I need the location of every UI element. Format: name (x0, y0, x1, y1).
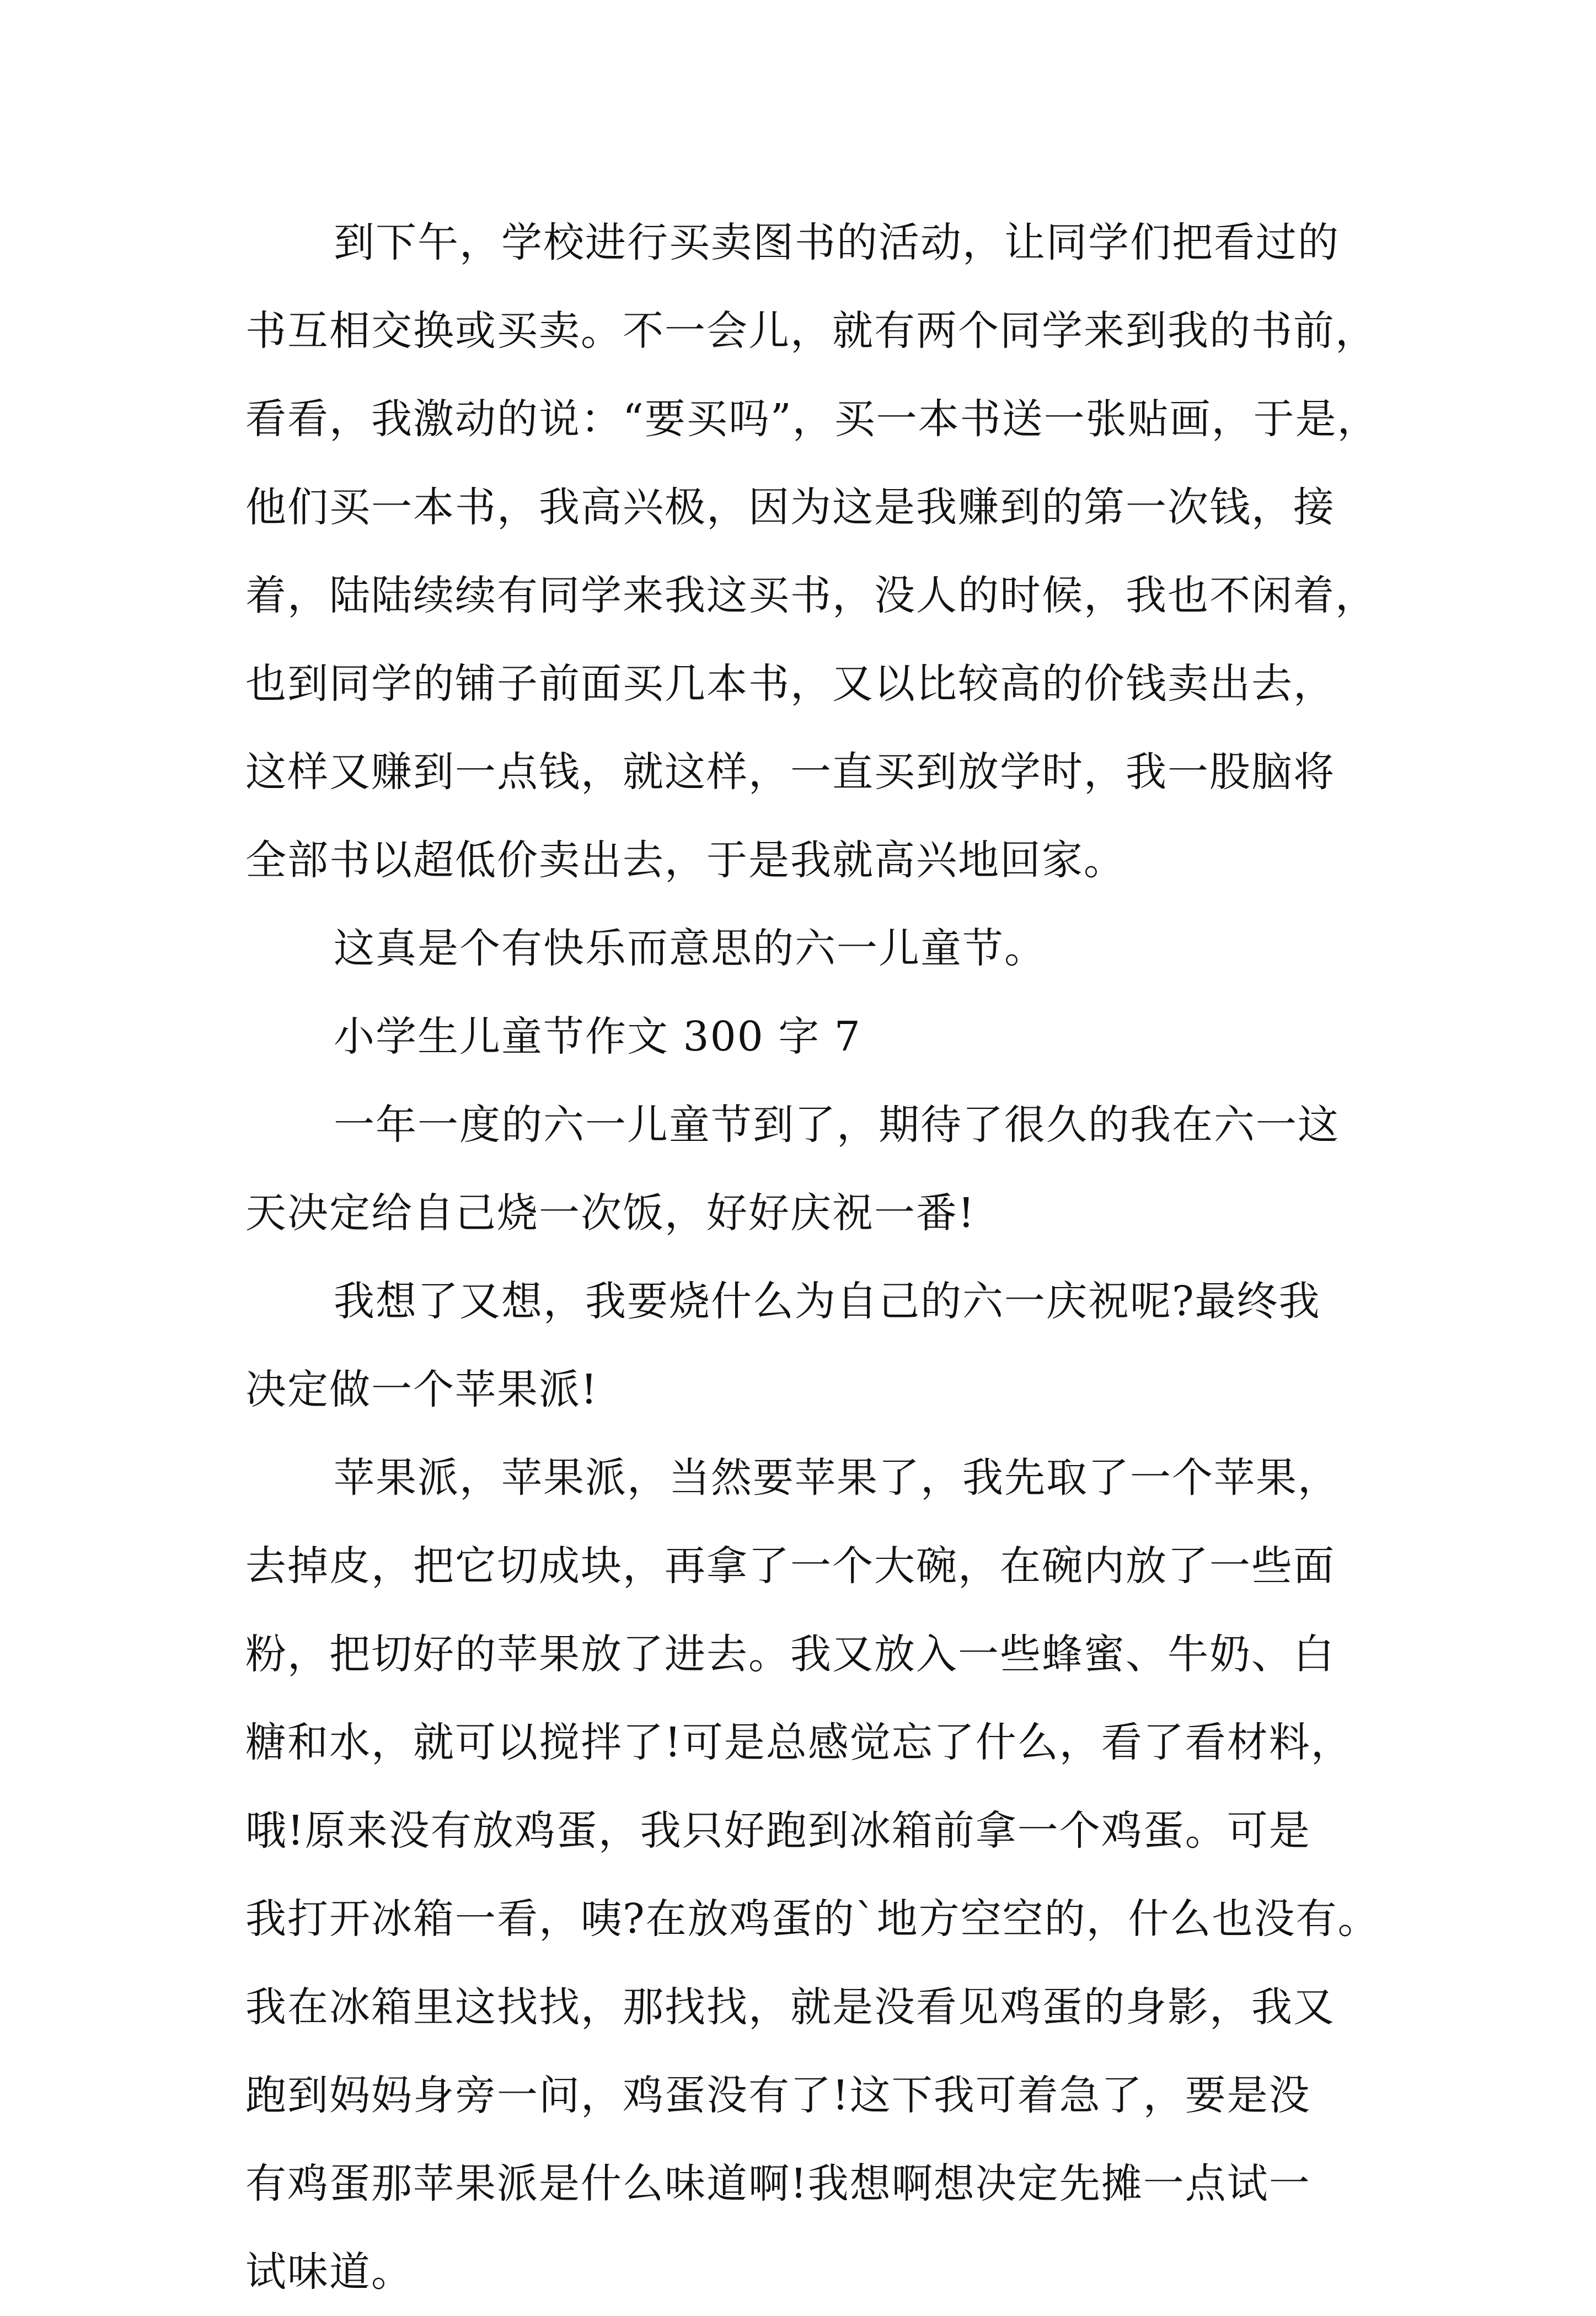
text-line: 我在冰箱里这找找，那找找，就是没看见鸡蛋的身影，我又 (245, 1983, 1335, 2031)
text-line: 他们买一本书，我高兴极，因为这是我赚到的第一次钱，接 (245, 484, 1335, 531)
document-body (245, 199, 1404, 2316)
text-line: 有鸡蛋那苹果派是什么味道啊!我想啊想决定先摊一点试一 (245, 2160, 1311, 2207)
text-line: 哦!原来没有放鸡蛋，我只好跑到冰箱前拿一个鸡蛋。可是 (245, 1807, 1311, 1854)
text-line: 这真是个有快乐而意思的六一儿童节。 (334, 925, 1046, 972)
text-line: 跑到妈妈身旁一问，鸡蛋没有了!这下我可着急了，要是没 (245, 2072, 1311, 2119)
text-line: 决定做一个苹果派! (245, 1366, 598, 1413)
text-line: 粉，把切好的苹果放了进去。我又放入一些蜂蜜、牛奶、白 (245, 1631, 1335, 1678)
text-line: 糖和水，就可以搅拌了!可是总感觉忘了什么，看了看材料， (245, 1719, 1353, 1766)
text-line: 这样又赚到一点钱，就这样，一直买到放学时，我一股脑将 (245, 748, 1335, 796)
text-line: 书互相交换或买卖。不一会儿，就有两个同学来到我的书前， (245, 307, 1377, 355)
text-line: 去掉皮，把它切成块，再拿了一个大碗，在碗内放了一些面 (245, 1542, 1335, 1590)
text-line: 着，陆陆续续有同学来我这买书，没人的时候，我也不闲着， (245, 572, 1377, 619)
text-line: 试味道。 (245, 2248, 413, 2296)
text-line: 看看，我激动的说：“要买吗”，买一本书送一张贴画，于是， (245, 395, 1379, 443)
text-line: 我想了又想，我要烧什么为自己的六一庆祝呢?最终我 (334, 1278, 1321, 1325)
text-line: 苹果派，苹果派，当然要苹果了，我先取了一个苹果， (334, 1454, 1340, 1502)
text-line: 到下午，学校进行买卖图书的活动，让同学们把看过的 (334, 219, 1340, 266)
text-line: 天决定给自己烧一次饭，好好庆祝一番! (245, 1189, 976, 1237)
text-line: 我打开冰箱一看，咦?在放鸡蛋的`地方空空的，什么也没有。 (245, 1895, 1380, 1943)
section-heading: 小学生儿童节作文 300 字 7 (334, 1013, 861, 1060)
text-line: 全部书以超低价卖出去，于是我就高兴地回家。 (245, 837, 1126, 884)
text-line: 也到同学的铺子前面买几本书，又以比较高的价钱卖出去， (245, 660, 1335, 707)
text-line: 一年一度的六一儿童节到了，期待了很久的我在六一这 (334, 1101, 1340, 1149)
